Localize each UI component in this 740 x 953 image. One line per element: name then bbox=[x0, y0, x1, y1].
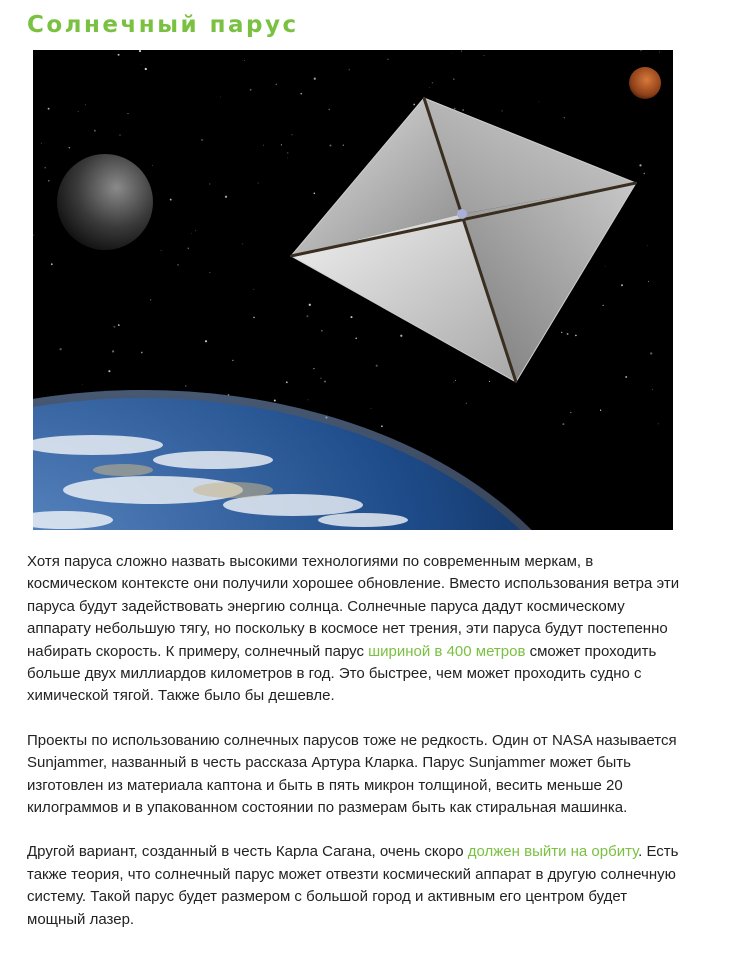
paragraph-text: . Есть также теория, что солнечный парус может отвезти космический аппарат в другую солнечную систему. Такой парус будет размером с большой город и активным его центром будет мощный лазер. bbox=[27, 843, 679, 928]
orbit-link[interactable]: должен выйти на орбиту bbox=[467, 843, 639, 861]
article-body bbox=[27, 551, 687, 953]
paragraph-text: Хотя паруса сложно назвать высокими технологиями по современным меркам, в космическом контексте они получили хорошее обновление. Вместо использования ветра эти паруса будут задействовать энергию солнца. Солнечные паруса дадут космическому аппарату небольшую тягу, но поскольку в космосе нет трения, эти паруса будут постепенно набирать скорость. К примеру, солнечный парус bbox=[27, 553, 680, 660]
paragraph-text: Другой вариант, созданный в честь Карла Сагана, очень скоро bbox=[27, 843, 468, 861]
solar-sail-image bbox=[33, 50, 673, 530]
paragraph bbox=[27, 841, 687, 931]
paragraph bbox=[27, 551, 687, 708]
sail-width-link[interactable]: шириной в 400 метров bbox=[368, 642, 526, 660]
paragraph: Проекты по использованию солнечных парусов тоже не редкость. Один от NASA называется Sunjammer, названный в честь рассказа Артура Кларка. Парус Sunjammer может быть изготовлен из материала каптона и быть в пять микрон толщиной, весить меньше 20 килограммов и в упакованном состоянии по размерам быть как стиральная машинка. bbox=[27, 731, 677, 817]
paragraph-text: сможет проходить больше двух миллиардов километров в год. Это быстрее, чем может проходить судно с химической тягой. Также было бы дешевле. bbox=[27, 642, 657, 705]
article-title: Солнечный парус bbox=[27, 12, 299, 38]
